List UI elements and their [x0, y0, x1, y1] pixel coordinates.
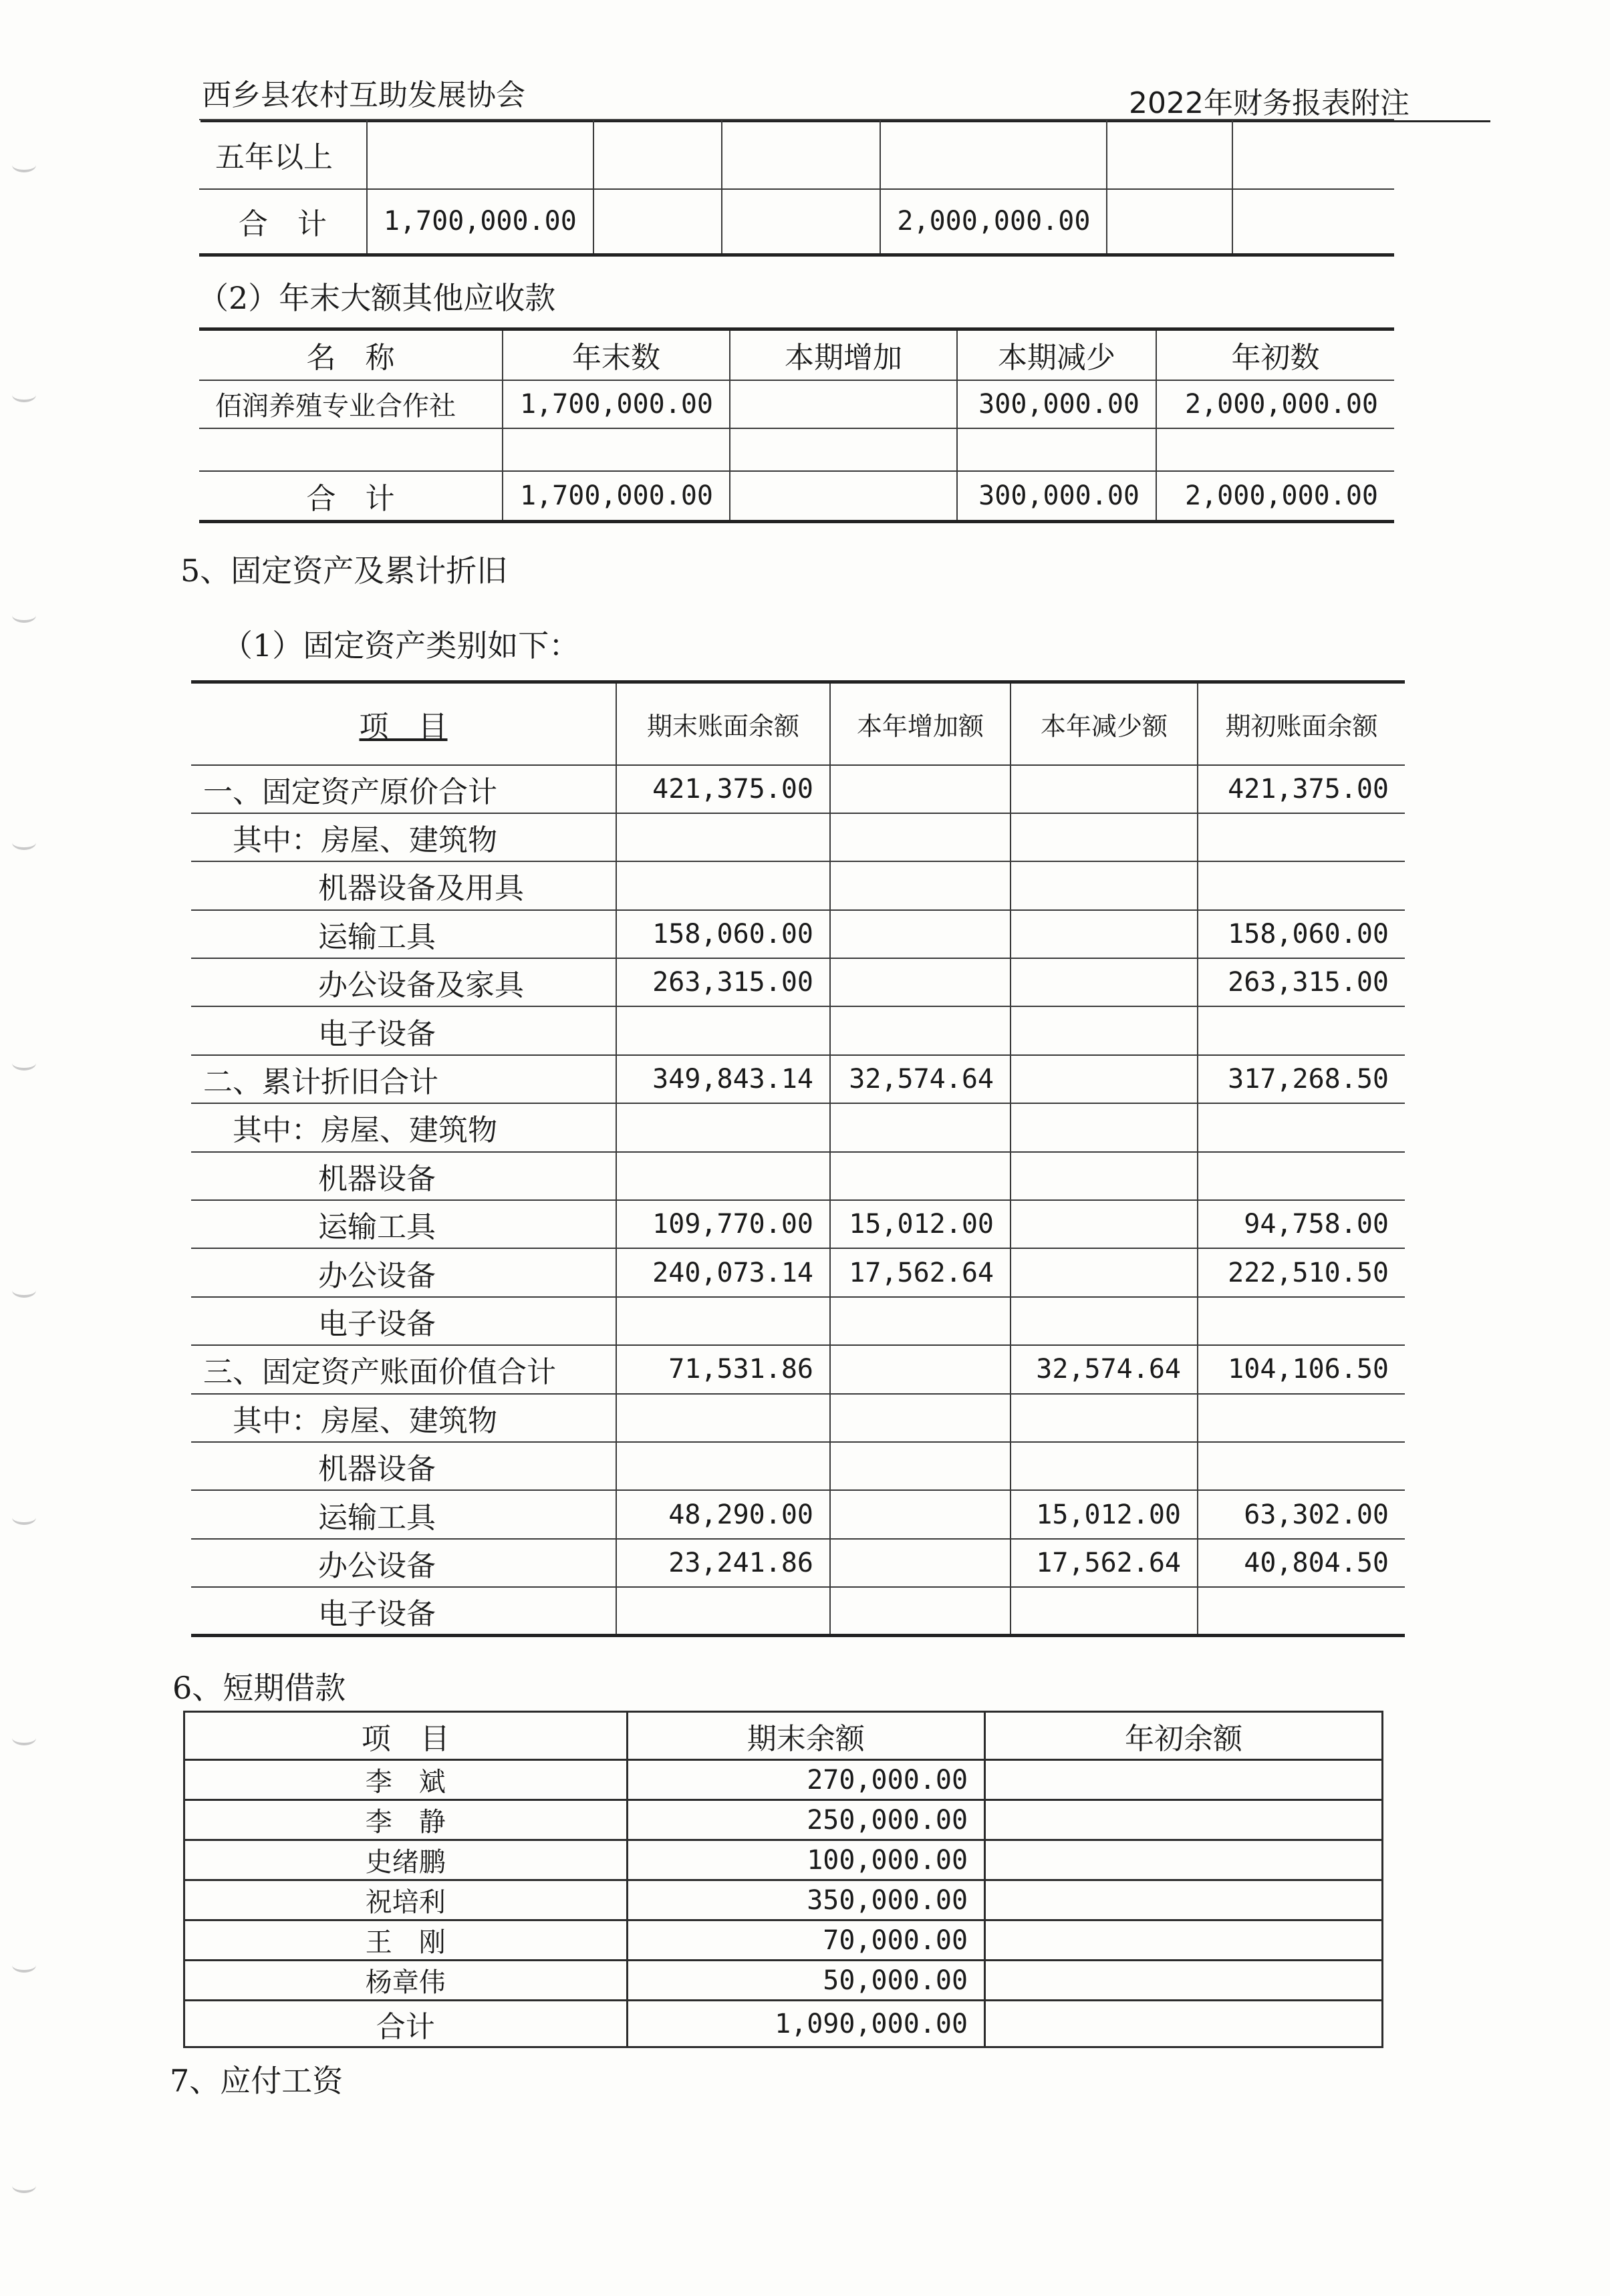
short-loans-table — [183, 1711, 1383, 2048]
loan-end-balance: 100,000.00 — [627, 1840, 984, 1880]
loan-begin-balance — [985, 1760, 1383, 1800]
fixed-asset-row — [191, 813, 1405, 861]
fixed-asset-row — [191, 1587, 1405, 1635]
fixed-asset-end-balance — [616, 1152, 830, 1200]
fixed-asset-label: 其中：房屋、建筑物 — [191, 813, 616, 861]
col-header-begin: 年初数 — [1156, 329, 1394, 380]
fixed-asset-label: 二、累计折旧合计 — [191, 1055, 616, 1103]
punch-mark — [12, 1283, 36, 1298]
fixed-asset-begin-balance: 263,315.00 — [1198, 958, 1405, 1006]
fixed-asset-begin-balance — [1198, 1587, 1405, 1635]
short-loans-section: 6、短期借款 — [172, 1670, 346, 1706]
fixed-assets-body — [191, 765, 1405, 1636]
receivable-increase — [730, 428, 957, 471]
fixed-asset-end-balance: 263,315.00 — [616, 958, 830, 1006]
fixed-asset-year-increase — [830, 1152, 1011, 1200]
loan-total-end: 1,090,000.00 — [627, 2001, 984, 2047]
punch-mark — [12, 1731, 36, 1745]
lender-name: 史绪鹏 — [184, 1840, 628, 1880]
receivable-name — [199, 428, 503, 471]
fixed-asset-label: 三、固定资产账面价值合计 — [191, 1345, 616, 1393]
fixed-asset-year-decrease — [1011, 861, 1198, 909]
loan-begin-balance — [985, 1961, 1383, 2001]
fixed-asset-year-decrease — [1011, 958, 1198, 1006]
fixed-asset-label: 机器设备 — [191, 1152, 616, 1200]
fixed-asset-year-increase — [830, 813, 1011, 861]
fixed-asset-year-increase — [830, 1490, 1011, 1538]
fixed-asset-year-increase — [830, 1297, 1011, 1345]
fixed-asset-end-balance — [616, 1006, 830, 1054]
fixed-asset-year-increase — [830, 765, 1011, 813]
fixed-asset-end-balance: 48,290.00 — [616, 1490, 830, 1538]
punch-mark — [12, 388, 36, 402]
fixed-asset-year-increase: 17,562.64 — [830, 1248, 1011, 1296]
col-header-decrease: 本期减少 — [957, 329, 1156, 380]
fixed-asset-year-decrease — [1011, 765, 1198, 813]
fixed-asset-label: 运输工具 — [191, 1490, 616, 1538]
fixed-asset-year-decrease — [1011, 1297, 1198, 1345]
loan-begin-balance — [985, 1880, 1383, 1920]
loan-begin-balance — [985, 1840, 1383, 1880]
punch-mark — [12, 158, 36, 172]
fixed-asset-begin-balance: 63,302.00 — [1198, 1490, 1405, 1538]
fixed-asset-begin-balance: 317,268.50 — [1198, 1055, 1405, 1103]
fixed-asset-year-decrease — [1011, 1200, 1198, 1248]
fixed-asset-label: 机器设备及用具 — [191, 861, 616, 909]
fixed-asset-end-balance: 240,073.14 — [616, 1248, 830, 1296]
fixed-asset-begin-balance — [1198, 1442, 1405, 1490]
loan-end-balance: 70,000.00 — [627, 1920, 984, 1961]
aging-total-cell — [1232, 189, 1394, 255]
fixed-asset-year-increase — [830, 1006, 1011, 1054]
fixed-asset-year-decrease — [1011, 910, 1198, 958]
loan-total-label: 合计 — [184, 2001, 628, 2047]
fixed-asset-year-decrease: 15,012.00 — [1011, 1490, 1198, 1538]
fixed-asset-year-increase: 15,012.00 — [830, 1200, 1011, 1248]
fixed-asset-year-decrease: 32,574.64 — [1011, 1345, 1198, 1393]
fixed-asset-begin-balance — [1198, 813, 1405, 861]
col-header-end-balance: 期末余额 — [627, 1712, 984, 1760]
punch-mark — [12, 2178, 36, 2193]
loan-total-begin — [985, 2001, 1383, 2047]
receivable-name: 佰润养殖专业合作社 — [199, 380, 503, 428]
fixed-asset-begin-balance — [1198, 861, 1405, 909]
fixed-asset-begin-balance: 40,804.50 — [1198, 1539, 1405, 1587]
fixed-asset-end-balance: 109,770.00 — [616, 1200, 830, 1248]
col-header-year-decrease: 本年减少额 — [1011, 682, 1198, 765]
receivable-begin: 2,000,000.00 — [1156, 380, 1394, 428]
fixed-asset-row — [191, 1103, 1405, 1151]
receivable-total-end: 1,700,000.00 — [503, 471, 730, 522]
other-receivables-table — [199, 327, 1394, 523]
col-header-name: 名 称 — [199, 329, 503, 380]
aging-cell — [593, 120, 722, 189]
aging-cell — [722, 120, 881, 189]
fixed-asset-begin-balance: 158,060.00 — [1198, 910, 1405, 958]
fixed-asset-row — [191, 1200, 1405, 1248]
loan-end-balance: 250,000.00 — [627, 1800, 984, 1840]
organization-name: 西乡县农村互助发展协会 — [202, 78, 525, 112]
punch-mark — [12, 608, 36, 623]
aging-cell — [1232, 120, 1394, 189]
punch-mark — [12, 1958, 36, 1973]
aging-cell — [367, 120, 593, 189]
receivable-decrease: 300,000.00 — [957, 380, 1156, 428]
aging-row-label: 五年以上 — [199, 120, 367, 189]
punch-mark — [12, 1510, 36, 1525]
fixed-asset-year-increase — [830, 1539, 1011, 1587]
loan-begin-balance — [985, 1800, 1383, 1840]
fixed-asset-begin-balance: 104,106.50 — [1198, 1345, 1405, 1393]
fixed-asset-label: 办公设备及家具 — [191, 958, 616, 1006]
fixed-asset-end-balance: 71,531.86 — [616, 1345, 830, 1393]
receivable-end: 1,700,000.00 — [503, 380, 730, 428]
fixed-asset-year-decrease — [1011, 1248, 1198, 1296]
fixed-asset-end-balance — [616, 1442, 830, 1490]
col-header-increase: 本期增加 — [730, 329, 957, 380]
receivable-increase — [730, 380, 957, 428]
fixed-asset-year-increase — [830, 958, 1011, 1006]
fixed-asset-label: 机器设备 — [191, 1442, 616, 1490]
fixed-asset-year-decrease — [1011, 1055, 1198, 1103]
fixed-asset-row — [191, 1248, 1405, 1296]
aging-cell — [880, 120, 1107, 189]
receivable-end — [503, 428, 730, 471]
fixed-asset-row — [191, 1152, 1405, 1200]
receivable-total-begin: 2,000,000.00 — [1156, 471, 1394, 522]
col-header-item: 项 目 — [184, 1712, 628, 1760]
fixed-asset-end-balance: 23,241.86 — [616, 1539, 830, 1587]
receivable-total-increase — [730, 471, 957, 522]
punch-mark — [12, 1056, 36, 1070]
fixed-asset-year-increase — [830, 1442, 1011, 1490]
aging-cell — [1107, 120, 1232, 189]
fixed-asset-end-balance — [616, 861, 830, 909]
punch-mark — [12, 835, 36, 850]
fixed-asset-begin-balance: 222,510.50 — [1198, 1248, 1405, 1296]
fixed-asset-label: 电子设备 — [191, 1006, 616, 1054]
fixed-asset-row — [191, 1345, 1405, 1393]
loan-end-balance: 350,000.00 — [627, 1880, 984, 1920]
aging-total-cell: 1,700,000.00 — [367, 189, 593, 255]
other-receivables-title: （2）年末大额其他应收款 — [198, 280, 556, 316]
fixed-asset-row — [191, 910, 1405, 958]
fixed-asset-end-balance: 349,843.14 — [616, 1055, 830, 1103]
payroll-section: 7、应付工资 — [170, 2063, 344, 2099]
col-header-begin-balance: 年初余额 — [985, 1712, 1383, 1760]
fixed-asset-label: 电子设备 — [191, 1297, 616, 1345]
fixed-asset-year-decrease — [1011, 1006, 1198, 1054]
aging-total-cell — [593, 189, 722, 255]
col-header-end-balance: 期末账面余额 — [616, 682, 830, 765]
loan-end-balance: 270,000.00 — [627, 1760, 984, 1800]
receivable-total-decrease: 300,000.00 — [957, 471, 1156, 522]
fixed-asset-end-balance — [616, 1394, 830, 1442]
fixed-asset-row — [191, 765, 1405, 813]
fixed-asset-year-decrease — [1011, 1442, 1198, 1490]
lender-name: 杨章伟 — [184, 1961, 628, 2001]
col-header-item: 项 目 — [191, 682, 616, 765]
fixed-asset-begin-balance — [1198, 1297, 1405, 1345]
fixed-asset-year-decrease — [1011, 813, 1198, 861]
fixed-asset-year-increase — [830, 861, 1011, 909]
fixed-asset-label: 运输工具 — [191, 1200, 616, 1248]
receivable-total-label: 合 计 — [199, 471, 503, 522]
fixed-assets-table — [191, 680, 1405, 1637]
aging-total-cell — [722, 189, 881, 255]
col-header-begin-balance: 期初账面余额 — [1198, 682, 1405, 765]
fixed-asset-year-decrease — [1011, 1152, 1198, 1200]
fixed-asset-year-increase: 32,574.64 — [830, 1055, 1011, 1103]
fixed-asset-year-increase — [830, 910, 1011, 958]
fixed-asset-row — [191, 1297, 1405, 1345]
fixed-asset-year-increase — [830, 1345, 1011, 1393]
fixed-assets-subtitle: （1）固定资产类别如下： — [222, 627, 580, 664]
fixed-asset-year-increase — [830, 1103, 1011, 1151]
receivable-decrease — [957, 428, 1156, 471]
fixed-asset-label: 电子设备 — [191, 1587, 616, 1635]
fixed-asset-label: 一、固定资产原价合计 — [191, 765, 616, 813]
fixed-asset-row — [191, 1490, 1405, 1538]
fixed-asset-end-balance — [616, 1587, 830, 1635]
receivables-aging-table — [199, 119, 1394, 257]
fixed-asset-end-balance — [616, 813, 830, 861]
fixed-asset-begin-balance — [1198, 1103, 1405, 1151]
lender-name: 祝培利 — [184, 1880, 628, 1920]
fixed-asset-row — [191, 1055, 1405, 1103]
col-header-end: 年末数 — [503, 329, 730, 380]
fixed-asset-row — [191, 1539, 1405, 1587]
report-title: 2022年财务报表附注 — [1129, 86, 1410, 120]
fixed-asset-row — [191, 1394, 1405, 1442]
fixed-asset-label: 其中：房屋、建筑物 — [191, 1394, 616, 1442]
fixed-asset-year-decrease: 17,562.64 — [1011, 1539, 1198, 1587]
fixed-asset-begin-balance — [1198, 1006, 1405, 1054]
lender-name: 李 斌 — [184, 1760, 628, 1800]
fixed-asset-label: 其中：房屋、建筑物 — [191, 1103, 616, 1151]
loan-begin-balance — [985, 1920, 1383, 1961]
fixed-asset-end-balance — [616, 1297, 830, 1345]
loan-end-balance: 50,000.00 — [627, 1961, 984, 2001]
lender-name: 王 刚 — [184, 1920, 628, 1961]
aging-total-cell — [1107, 189, 1232, 255]
fixed-asset-year-increase — [830, 1587, 1011, 1635]
fixed-asset-row — [191, 861, 1405, 909]
fixed-asset-label: 办公设备 — [191, 1539, 616, 1587]
fixed-asset-end-balance — [616, 1103, 830, 1151]
fixed-asset-label: 运输工具 — [191, 910, 616, 958]
fixed-asset-begin-balance: 421,375.00 — [1198, 765, 1405, 813]
fixed-asset-end-balance: 158,060.00 — [616, 910, 830, 958]
lender-name: 李 静 — [184, 1800, 628, 1840]
fixed-asset-label: 办公设备 — [191, 1248, 616, 1296]
fixed-asset-year-decrease — [1011, 1103, 1198, 1151]
receivable-begin — [1156, 428, 1394, 471]
fixed-asset-row — [191, 1442, 1405, 1490]
fixed-asset-year-decrease — [1011, 1394, 1198, 1442]
aging-total-label: 合 计 — [199, 189, 367, 255]
fixed-asset-begin-balance: 94,758.00 — [1198, 1200, 1405, 1248]
fixed-asset-begin-balance — [1198, 1152, 1405, 1200]
fixed-asset-end-balance: 421,375.00 — [616, 765, 830, 813]
col-header-year-increase: 本年增加额 — [830, 682, 1011, 765]
fixed-asset-row — [191, 958, 1405, 1006]
aging-total-cell: 2,000,000.00 — [880, 189, 1107, 255]
fixed-asset-year-decrease — [1011, 1587, 1198, 1635]
fixed-asset-row — [191, 1006, 1405, 1054]
fixed-asset-year-increase — [830, 1394, 1011, 1442]
fixed-asset-begin-balance — [1198, 1394, 1405, 1442]
fixed-assets-section: 5、固定资产及累计折旧 — [180, 553, 508, 589]
